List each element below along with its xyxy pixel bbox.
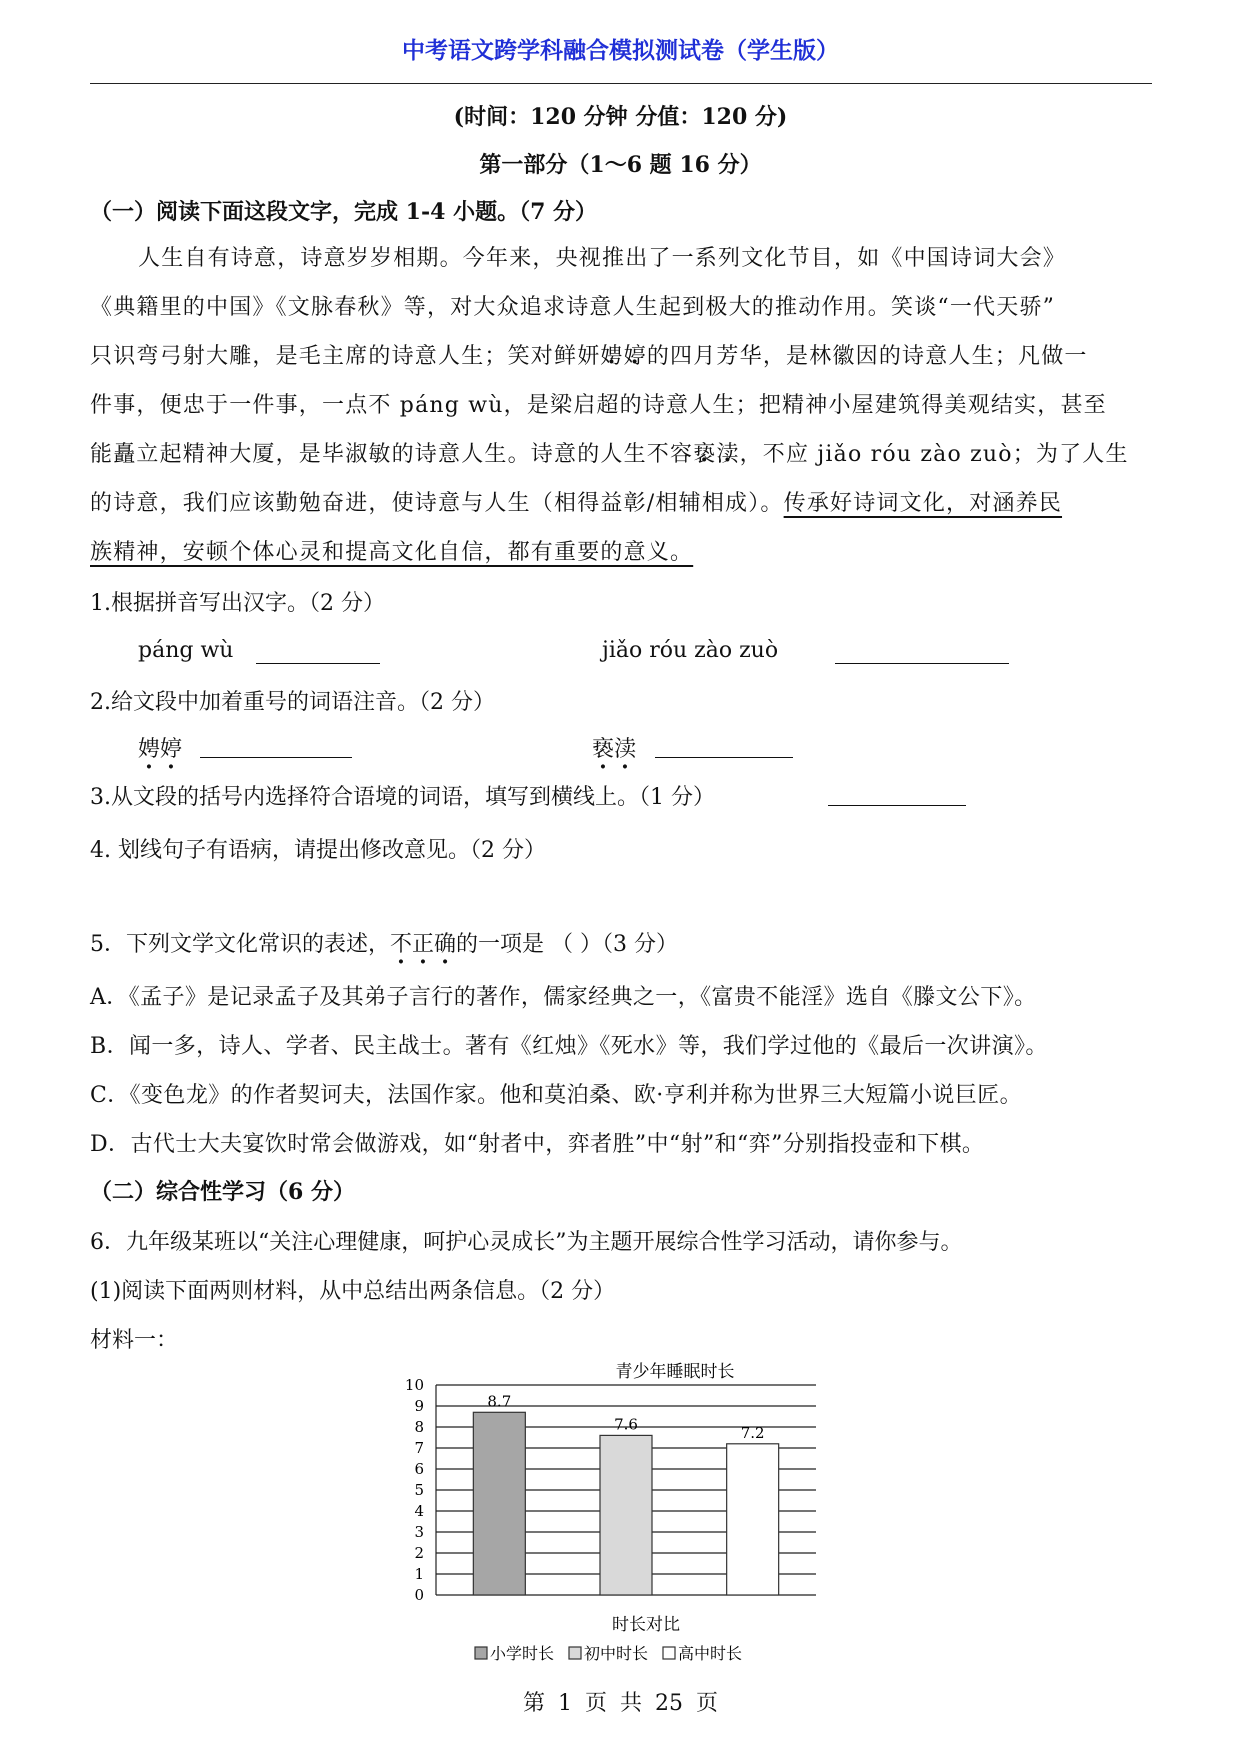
passage-line: 能矗立起精神大厦，是毕淑敏的诗意人生。诗意的人生不容亵 ·渎 ·，不应 jiǎo róu zào zuò；为了人生 xyxy=(90,430,1152,479)
bar-2 xyxy=(600,1435,652,1595)
y-tick-label: 9 xyxy=(414,1397,424,1415)
question-6: 6．九年级某班以“关注心理健康，呵护心灵成长”为主题开展综合性学习活动，请你参与。 xyxy=(90,1230,963,1255)
question-3: 3.从文段的括号内选择符合语境的词语，填写到横线上。（1 分） xyxy=(90,785,715,810)
question-6-sub1: (1)阅读下面两则材料，从中总结出两条信息。（2 分） xyxy=(90,1279,616,1304)
sleep-chart xyxy=(400,1355,840,1665)
exam-title: 中考语文跨学科融合模拟测试卷（学生版） xyxy=(402,37,839,64)
y-tick-label: 7 xyxy=(414,1439,424,1457)
page-number: 第 1 页 共 25 页 xyxy=(523,1691,718,1716)
answer-blank[interactable] xyxy=(835,641,1009,664)
section-title: （二）综合性学习（6 分） xyxy=(90,1179,355,1205)
y-tick-label: 4 xyxy=(414,1502,424,1520)
passage-line xyxy=(90,528,1152,577)
chart-title: 青少年睡眠时长 xyxy=(615,1362,735,1382)
emphasis-char: 亵 · xyxy=(693,442,716,467)
bar-3 xyxy=(727,1444,779,1595)
reading-passage xyxy=(90,234,1152,577)
data-label: 7.2 xyxy=(740,1423,765,1442)
section-title: （一）阅读下面这段文字，完成 1-4 小题。（7 分） xyxy=(90,199,598,225)
material-label: 材料一： xyxy=(90,1328,179,1353)
question-4: 4. 划线句子有语病，请提出修改意见。（2 分） xyxy=(90,838,546,863)
legend-swatch xyxy=(663,1647,675,1659)
bar-1 xyxy=(473,1412,525,1595)
emphasis-char: 婷 · xyxy=(624,344,647,369)
chart-y-ticks xyxy=(405,1376,424,1604)
legend-swatch xyxy=(475,1647,487,1659)
pinyin-1: páng wù xyxy=(138,638,234,663)
header-divider xyxy=(90,83,1152,84)
legend-swatch xyxy=(569,1647,581,1659)
question-2: 2.给文段中加着重号的词语注音。（2 分） xyxy=(90,690,495,715)
y-tick-label: 1 xyxy=(414,1565,424,1583)
underlined-sentence: 族精神，安顿个体心灵和提高文化自信，都有重要的意义。 xyxy=(90,540,694,565)
y-tick-label: 6 xyxy=(414,1460,424,1478)
passage-line: 《典籍里的中国》《文脉春秋》等，对大众追求诗意人生起到极大的推动作用。笑谈“一代天骄” xyxy=(90,295,1056,320)
y-tick-label: 8 xyxy=(414,1418,424,1436)
part-title: 第一部分（1～6 题 16 分） xyxy=(479,152,762,178)
word-2: 亵渎 xyxy=(592,737,637,762)
answer-blank[interactable] xyxy=(200,735,352,758)
chart-legend xyxy=(475,1644,742,1663)
question-1: 1.根据拼音写出汉字。（2 分） xyxy=(90,591,385,616)
emphasis-char: 娉 · xyxy=(600,344,623,369)
answer-blank[interactable] xyxy=(655,735,793,758)
y-tick-label: 3 xyxy=(414,1523,424,1541)
passage-line: 只识弯弓射大雕，是毛主席的诗意人生；笑对鲜妍娉 ·婷 ·的四月芳华，是林徽因的诗意人生；凡做一 xyxy=(90,332,1152,381)
option-d: D．古代士大夫宴饮时常会做游戏，如“射者中，弈者胜”中“射”和“弈”分别指投壶和下棋。 xyxy=(90,1132,985,1157)
chart-data-labels xyxy=(487,1392,764,1442)
question-5: 5．下列文学文化常识的表述，不正确的一项是 （ ）（3 分） xyxy=(90,932,679,957)
y-tick-label: 0 xyxy=(414,1586,424,1604)
chart-x-label: 时长对比 xyxy=(612,1615,680,1635)
passage-line: 的诗意，我们应该勤勉奋进，使诗意与人生（相得益彰/相辅相成）。传承好诗词文化，对涵养民 xyxy=(90,491,1063,516)
y-tick-label: 2 xyxy=(414,1544,424,1562)
option-c: C．《变色龙》的作者契诃夫，法国作家。他和莫泊桑、欧·亨利并称为世界三大短篇小说巨匠。 xyxy=(90,1083,1023,1108)
word-1: 娉婷 xyxy=(138,737,183,762)
answer-blank[interactable] xyxy=(828,783,966,806)
answer-blank[interactable] xyxy=(256,641,380,664)
time-score-line: (时间：120 分钟 分值：120 分) xyxy=(453,104,788,130)
underlined-sentence: 传承好诗词文化，对涵养民 xyxy=(783,491,1063,516)
emphasis-char: 渎 · xyxy=(716,442,739,467)
option-b: B．闻一多，诗人、学者、民主战士。著有《红烛》《死水》等，我们学过他的《最后一次讲演》。 xyxy=(90,1034,1048,1059)
data-label: 8.7 xyxy=(487,1392,512,1411)
data-label: 7.6 xyxy=(614,1415,638,1434)
pinyin-2: jiǎo róu zào zuò xyxy=(602,638,779,663)
chart-bars xyxy=(473,1412,778,1595)
legend-label: 初中时长 xyxy=(584,1644,649,1663)
legend-label: 小学时长 xyxy=(490,1644,555,1663)
option-a: A．《孟子》是记录孟子及其弟子言行的著作，儒家经典之一，《富贵不能淫》选自《滕文公下》。 xyxy=(90,985,1037,1010)
passage-line: 人生自有诗意，诗意岁岁相期。今年来，央视推出了一系列文化节目，如《中国诗词大会》 xyxy=(138,246,1067,271)
y-tick-label: 10 xyxy=(404,1376,424,1394)
legend-label: 高中时长 xyxy=(678,1644,743,1663)
y-tick-label: 5 xyxy=(414,1481,424,1499)
passage-line: 件事，便忠于一件事，一点不 páng wù，是梁启超的诗意人生；把精神小屋建筑得美观结实，甚至 xyxy=(90,393,1107,418)
